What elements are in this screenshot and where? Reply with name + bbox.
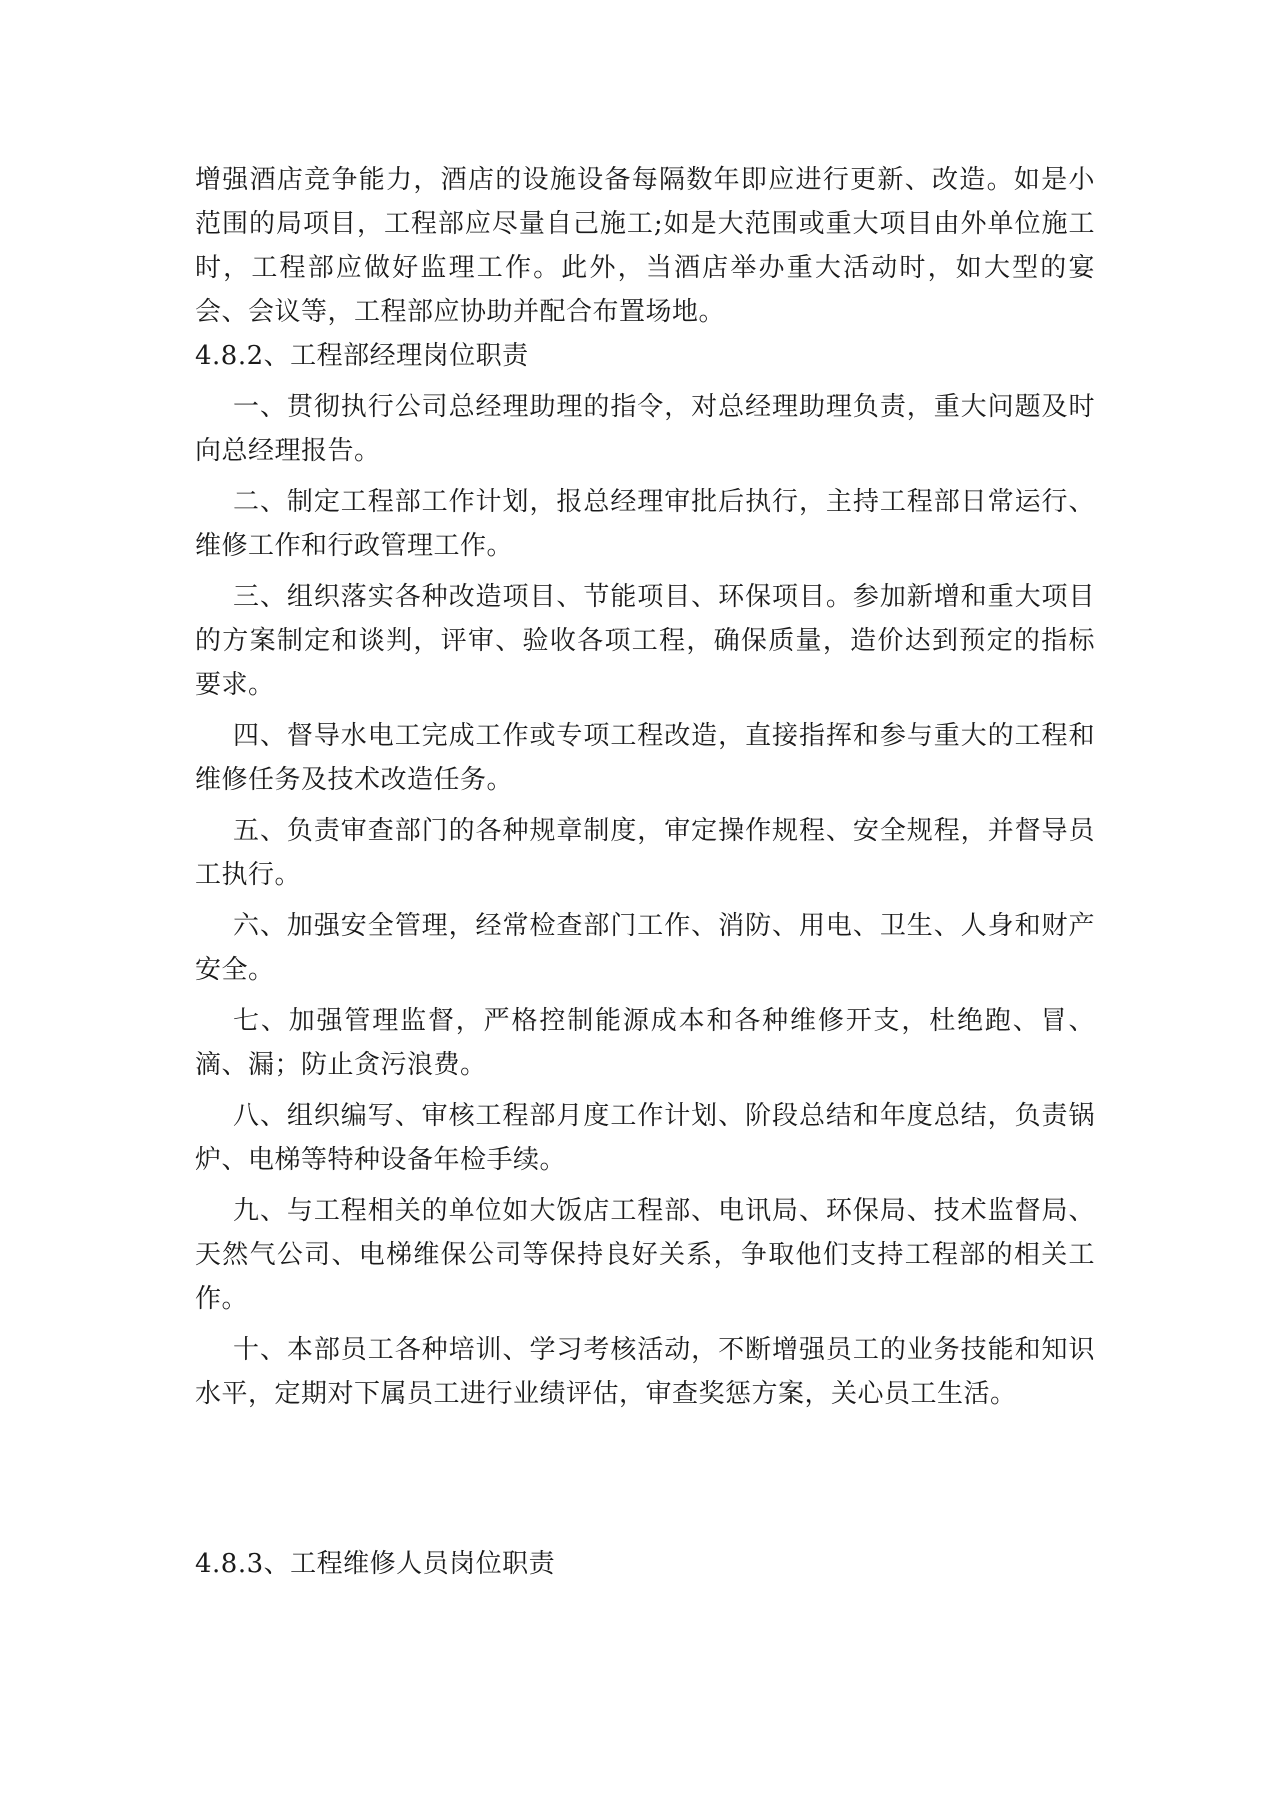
intro-paragraph: 增强酒店竞争能力，酒店的设施设备每隔数年即应进行更新、改造。如是小范围的局项目，工程部应尽量自己施工;如是大范围或重大项目由外单位施工时，工程部应做好监理工作。此外，当酒店举办重大活动时，如大型的宴会、会议等，工程部应协助并配合布置场地。 — [195, 165, 1095, 327]
section-heading-4-8-3: 4.8.3、工程维修人员岗位职责 — [195, 1549, 556, 1579]
document-body — [195, 158, 1095, 1586]
duty-item-10: 十、本部员工各种培训、学习考核活动，不断增强员工的业务技能和知识水平，定期对下属员工进行业绩评估，审查奖惩方案，关心员工生活。 — [195, 1335, 1095, 1409]
duty-item-3: 三、组织落实各种改造项目、节能项目、环保项目。参加新增和重大项目的方案制定和谈判，评审、验收各项工程，确保质量，造价达到预定的指标要求。 — [195, 582, 1095, 700]
section-heading-4-8-2: 4.8.2、工程部经理岗位职责 — [195, 341, 529, 371]
duty-item-6: 六、加强安全管理，经常检查部门工作、消防、用电、卫生、人身和财产安全。 — [195, 911, 1095, 985]
duty-item-7: 七、加强管理监督，严格控制能源成本和各种维修开支，杜绝跑、冒、滴、漏；防止贪污浪费。 — [195, 1006, 1095, 1080]
duty-item-2: 二、制定工程部工作计划，报总经理审批后执行，主持工程部日常运行、维修工作和行政管理工作。 — [195, 487, 1095, 561]
duty-item-9: 九、与工程相关的单位如大饭店工程部、电讯局、环保局、技术监督局、天然气公司、电梯维保公司等保持良好关系，争取他们支持工程部的相关工作。 — [195, 1196, 1095, 1314]
duty-item-1: 一、贯彻执行公司总经理助理的指令，对总经理助理负责，重大问题及时向总经理报告。 — [195, 392, 1095, 466]
duty-item-4: 四、督导水电工完成工作或专项工程改造，直接指挥和参与重大的工程和维修任务及技术改造任务。 — [195, 721, 1095, 795]
duty-item-5: 五、负责审查部门的各种规章制度，审定操作规程、安全规程，并督导员工执行。 — [195, 816, 1095, 890]
duty-item-8: 八、组织编写、审核工程部月度工作计划、阶段总结和年度总结，负责锅炉、电梯等特种设备年检手续。 — [195, 1101, 1095, 1175]
